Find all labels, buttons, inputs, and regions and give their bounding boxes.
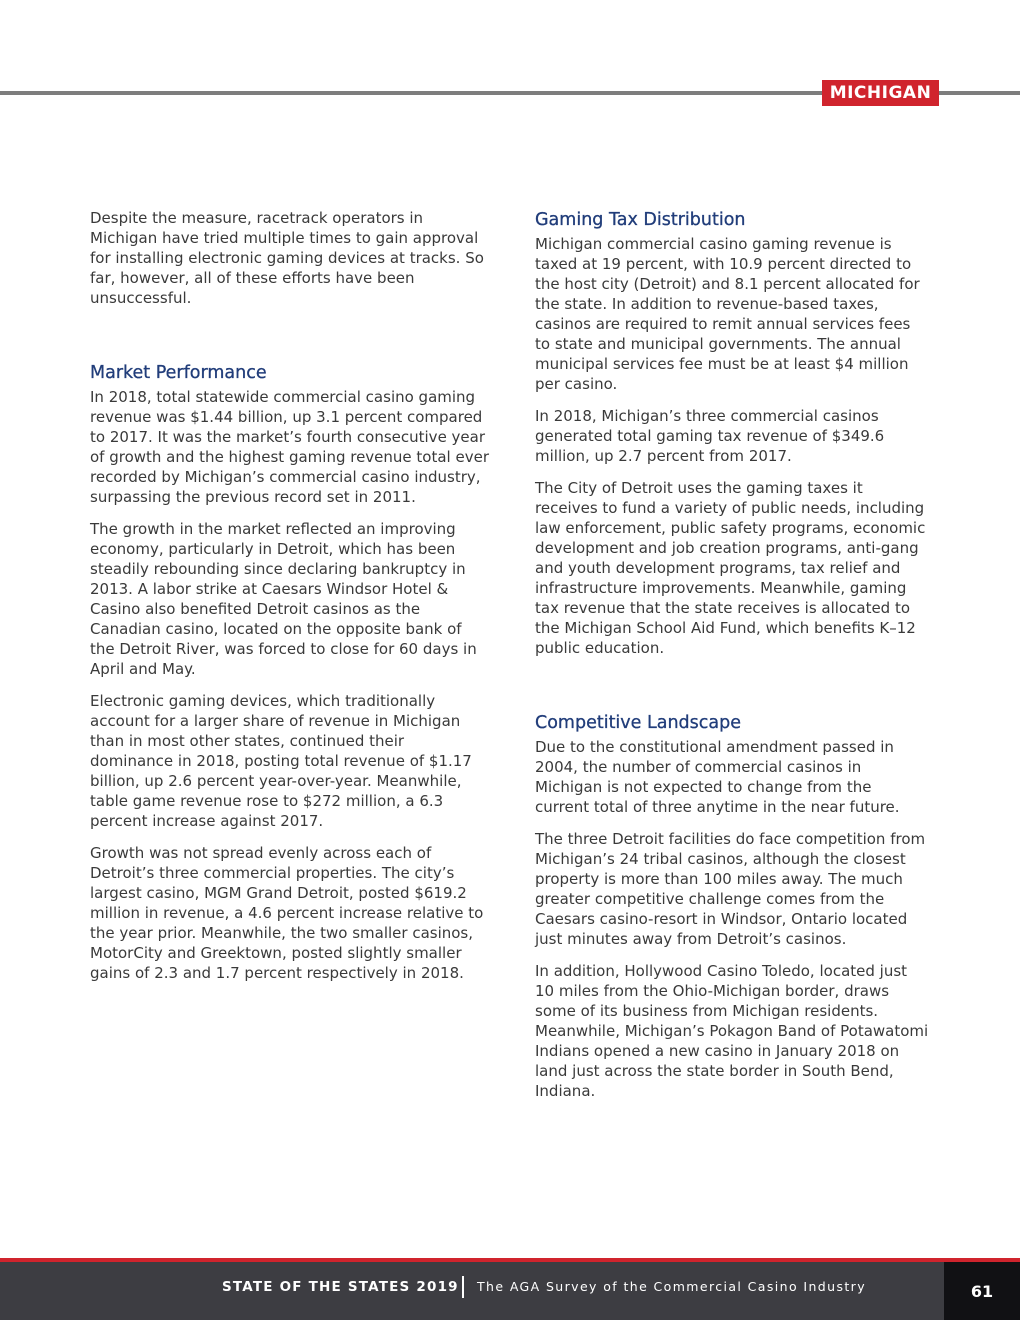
competition-paragraph-3: In addition, Hollywood Casino Toledo, located just 10 miles from the Ohio-Michigan border, draws some of its business from Michigan residents. Meanwhile, Michigan’s Pokagon Band of Potawatomi Indians opened a new casino in January 2018 on land just across the state border in South Bend, Indiana.	[535, 962, 929, 1100]
gaming-tax-heading: Gaming Tax Distribution	[535, 210, 746, 230]
footer-report-title: STATE OF THE STATES 2019	[222, 1279, 459, 1295]
tax-paragraph-1: Michigan commercial casino gaming revenue is taxed at 19 percent, with 10.9 percent directed to the host city (Detroit) and 8.1 percent allocated for the state. In addition to revenue-based taxes, casinos are required to remit annual services fees to state and municipal governments. The annual municipal services fee must be at least $4 million per casino.	[535, 235, 920, 393]
page-footer	[0, 1262, 1020, 1320]
competition-paragraph-2: The three Detroit facilities do face competition from Michigan’s 24 tribal casinos, although the closest property is more than 100 miles away. The much greater competitive challenge comes from the Caesars casino-resort in Windsor, Ontario located just minutes away from Detroit’s casinos.	[535, 830, 926, 948]
page-number: 61	[944, 1262, 1020, 1320]
market-paragraph-2: The growth in the market reflected an improving economy, particularly in Detroit, which has been steadily rebounding since declaring bankruptcy in 2013. A labor strike at Caesars Windsor Hotel & Casino also benefited Detroit casinos as the Canadian casino, located on the opposite bank of the Detroit River, was forced to close for 60 days in April and May.	[90, 520, 477, 678]
tax-paragraph-2: In 2018, Michigan’s three commercial casinos generated total gaming tax revenue of $349.6 million, up 2.7 percent from 2017.	[535, 407, 885, 465]
tax-paragraph-3: The City of Detroit uses the gaming taxes it receives to fund a variety of public needs, including law enforcement, public safety programs, economic development and job creation programs, anti-gang and youth development programs, tax relief and infrastructure improvements. Meanwhile, gaming tax revenue that the state receives is allocated to the Michigan School Aid Fund, which benefits K–12 public education.	[535, 479, 926, 657]
market-performance-heading: Market Performance	[90, 363, 267, 383]
market-paragraph-4: Growth was not spread evenly across each of Detroit’s three commercial properties. The city’s largest casino, MGM Grand Detroit, posted $619.2 million in revenue, a 4.6 percent increase relative to the year prior. Meanwhile, the two smaller casinos, MotorCity and Greektown, posted slightly smaller gains of 2.3 and 1.7 percent respectively in 2018.	[90, 844, 484, 982]
left-column	[90, 208, 490, 995]
intro-paragraph: Despite the measure, racetrack operators in Michigan have tried multiple times to gain approval for installing electronic gaming devices at tracks. So far, however, all of these efforts have been unsuccessful.	[90, 209, 484, 307]
footer-report-subtitle: The AGA Survey of the Commercial Casino Industry	[477, 1279, 866, 1294]
competitive-landscape-heading: Competitive Landscape	[535, 713, 741, 733]
state-label: MICHIGAN	[822, 80, 939, 106]
footer-divider	[462, 1276, 464, 1298]
market-paragraph-3: Electronic gaming devices, which traditionally account for a larger share of revenue in Michigan than in most other states, continued their dominance in 2018, posting total revenue of $1.17 billion, up 2.6 percent year-over-year. Meanwhile, table game revenue rose to $272 million, a 6.3 percent increase against 2017.	[90, 692, 472, 830]
right-column	[535, 208, 930, 1113]
competition-paragraph-1: Due to the constitutional amendment passed in 2004, the number of commercial casinos in Michigan is not expected to change from the current total of three anytime in the near future.	[535, 738, 900, 816]
market-paragraph-1: In 2018, total statewide commercial casino gaming revenue was $1.44 billion, up 3.1 percent compared to 2017. It was the market’s fourth consecutive year of growth and the highest gaming revenue total ever recorded by Michigan’s commercial casino industry, surpassing the previous record set in 2011.	[90, 388, 489, 506]
